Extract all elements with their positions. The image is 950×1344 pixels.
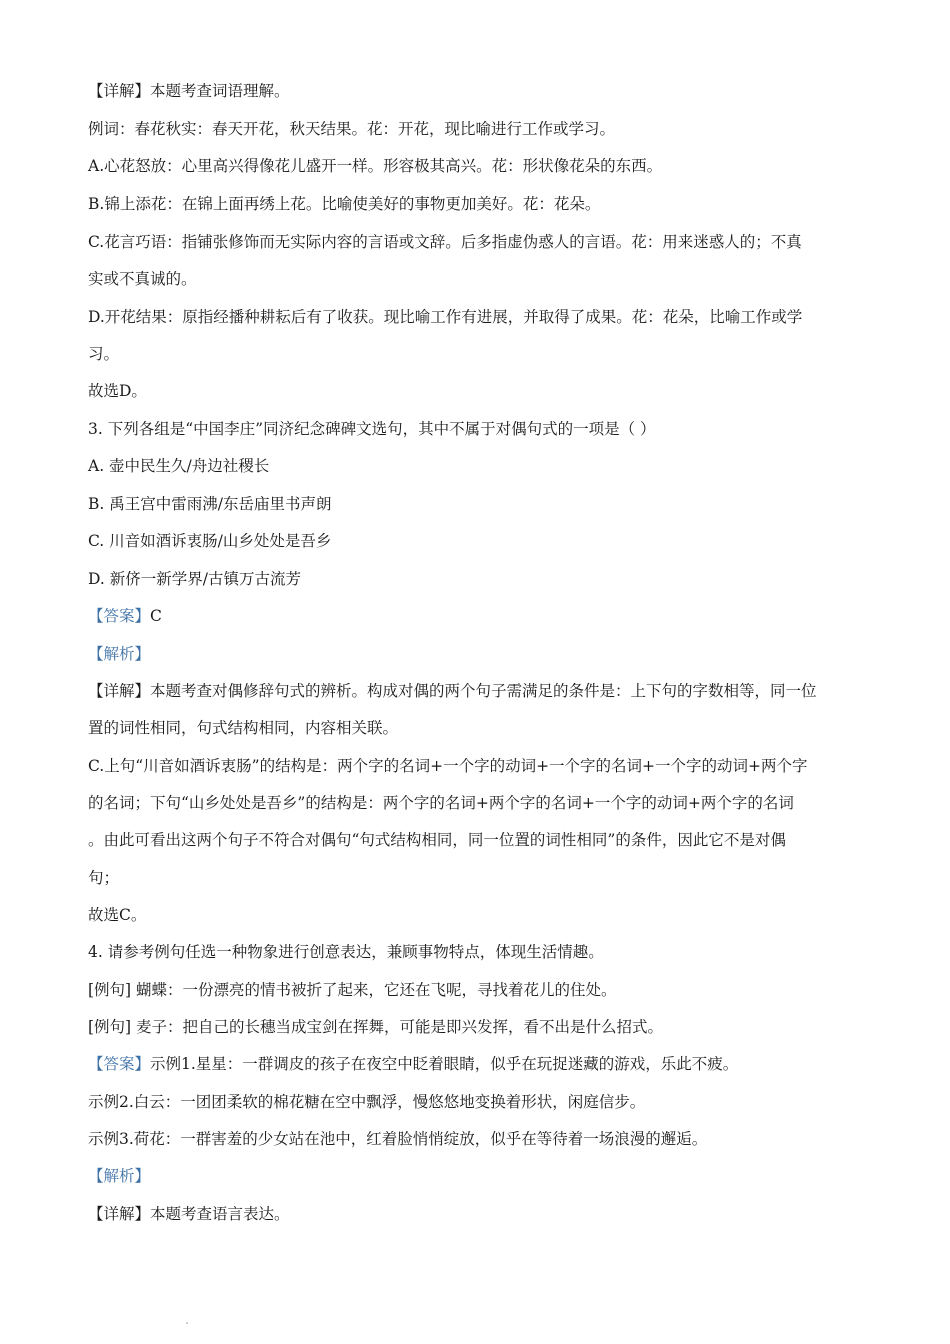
answer-tag: 【答案】 — [88, 607, 151, 625]
question-3-option-a: A. 壶中民生久/舟边社稷长 — [88, 457, 270, 475]
option-a-explanation: A.心花怒放：心里高兴得像花儿盛开一样。形容极其高兴。花：形状像花朵的东西。 — [88, 157, 663, 175]
analysis-c-line2: 的名词；下句“山乡处处是吾乡”的结构是：两个字的名词+两个字的名词+一个字的动词+两个字的名词 — [88, 794, 794, 812]
option-c-explanation-cont: 实或不真诚的。 — [88, 270, 197, 288]
example-sentence-1: [例句] 蝴蝶：一份漂亮的情书被折了起来，它还在飞呢，寻找着花儿的住处。 — [88, 981, 617, 999]
question-3: 3. 下列各组是“中国李庄”同济纪念碑碑文选句，其中不属于对偶句式的一项是（ ） — [88, 420, 656, 438]
choice-conclusion: 故选D。 — [88, 382, 147, 400]
analysis-4-tag: 【解析】 — [88, 1167, 151, 1185]
option-c-explanation: C.花言巧语：指铺张修饰而无实际内容的言语或文辞。后多指虚伪惑人的言语。花：用来迷惑人的；不真 — [88, 233, 802, 251]
detail-3: 【详解】本题考查对偶修辞句式的辨析。构成对偶的两个句子需满足的条件是：上下句的字数相等，同一位 — [88, 682, 817, 700]
detail-4: 【详解】本题考查语言表达。 — [88, 1205, 290, 1223]
page-dot — [186, 1322, 188, 1324]
answer-3: 【答案】C — [88, 607, 162, 625]
question-3-option-d: D. 新侪一新学界/古镇万古流芳 — [88, 570, 301, 588]
analysis-c-line1: C.上句“川音如酒诉衷肠”的结构是：两个字的名词+一个字的动词+一个字的名词+一个字的动词+两个字 — [88, 757, 808, 775]
analysis-3-tag: 【解析】 — [88, 645, 151, 663]
analysis-c-line3: 。由此可看出这两个句子不符合对偶句“句式结构相同，同一位置的词性相同”的条件，因此它不是对偶 — [88, 831, 786, 849]
question-3-option-b: B. 禹王宫中雷雨沸/东岳庙里书声朗 — [88, 495, 332, 513]
option-d-explanation-cont: 习。 — [88, 345, 120, 363]
question-3-option-c: C. 川音如酒诉衷肠/山乡处处是吾乡 — [88, 532, 332, 550]
sample-3: 示例3.荷花：一群害羞的少女站在池中，红着脸悄悄绽放，似乎在等待着一场浪漫的邂逅。 — [88, 1130, 708, 1148]
option-b-explanation: B.锦上添花：在锦上面再绣上花。比喻使美好的事物更加美好。花：花朵。 — [88, 195, 601, 213]
question-4: 4. 请参考例句任选一种物象进行创意表达，兼顾事物特点，体现生活情趣。 — [88, 943, 604, 961]
example-sentence-2: [例句] 麦子：把自己的长穗当成宝剑在挥舞，可能是即兴发挥，看不出是什么招式。 — [88, 1018, 664, 1036]
detail-line: 【详解】本题考查词语理解。 — [88, 82, 290, 100]
answer-4: 【答案】示例1.星星：一群调皮的孩子在夜空中眨着眼睛，似乎在玩捉迷藏的游戏，乐此不疲。 — [88, 1055, 739, 1073]
analysis-c-line4: 句； — [88, 869, 120, 887]
answer-tag: 【答案】 — [88, 1055, 151, 1073]
example-word-line: 例词：春花秋实：春天开花，秋天结果。花：开花，现比喻进行工作或学习。 — [88, 120, 616, 138]
sample-2: 示例2.白云：一团团柔软的棉花糖在空中飘浮，慢悠悠地变换着形状，闲庭信步。 — [88, 1093, 646, 1111]
detail-3-cont: 置的词性相同，句式结构相同，内容相关联。 — [88, 719, 399, 737]
choice-conclusion-3: 故选C。 — [88, 906, 147, 924]
option-d-explanation: D.开花结果：原指经播种耕耘后有了收获。现比喻工作有进展，并取得了成果。花：花朵，比喻工作或学 — [88, 308, 803, 326]
